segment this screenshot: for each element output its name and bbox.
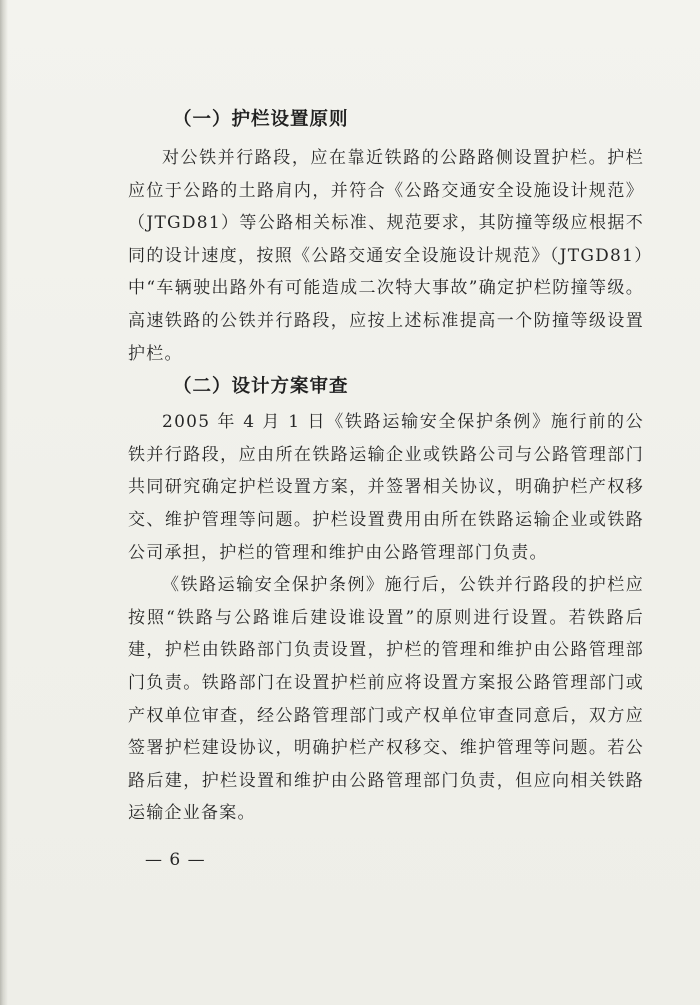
section-design-review [128, 371, 644, 830]
paragraph-before-regulation: 2005 年 4 月 1 日《铁路运输安全保护条例》施行前的公铁并行路段，应由所在铁路运输企业或铁路公司与公路管理部门共同研究确定护栏设置方案，并签署相关协议，明确护栏产权移交、维护管理等问题。护栏设置费用由所在铁路运输企业或铁路公司承担，护栏的管理和维护由公路管理部门负责。 [128, 412, 644, 563]
section-heading-guardrail-principles: （一）护栏设置原则 [173, 109, 349, 130]
page-number: — 6 — [145, 850, 206, 870]
section-heading-design-review: （二）设计方案审查 [173, 376, 349, 398]
paragraph-after-regulation: 《铁路运输安全保护条例》施行后，公铁并行路段的护栏应按照“铁路与公路谁后建设谁设置”的原则进行设置。若铁路后建，护栏由铁路部门负责设置，护栏的管理和维护由公路管理部门负责。铁路部门在设置护栏前应将设置方案报公路管理部门或产权单位审查，经公路管理部门或产权单位审查同意后，双方应签署护栏建设协议，明确护栏产权移交、维护管理等问题。若公路后建，护栏设置和维护由公路管理部门负责，但应向相关铁路运输企业备案。 [128, 575, 644, 824]
document-content [128, 104, 644, 830]
scan-edge-shadow [0, 0, 8, 1005]
section-guardrail-principles [128, 104, 644, 370]
paragraph-guardrail-principles: 对公铁并行路段，应在靠近铁路的公路路侧设置护栏。护栏应位于公路的土路肩内，并符合《公路交通安全设施设计规范》（JTGD81）等公路相关标准、规范要求，其防撞等级应根据不同的设计速度，按照《公路交通安全设施设计规范》（JTGD81）中“车辆驶出路外有可能造成二次特大事故”确定护栏防撞等级。高速铁路的公铁并行路段，应按上述标准提高一个防撞等级设置护栏。 [128, 148, 644, 364]
